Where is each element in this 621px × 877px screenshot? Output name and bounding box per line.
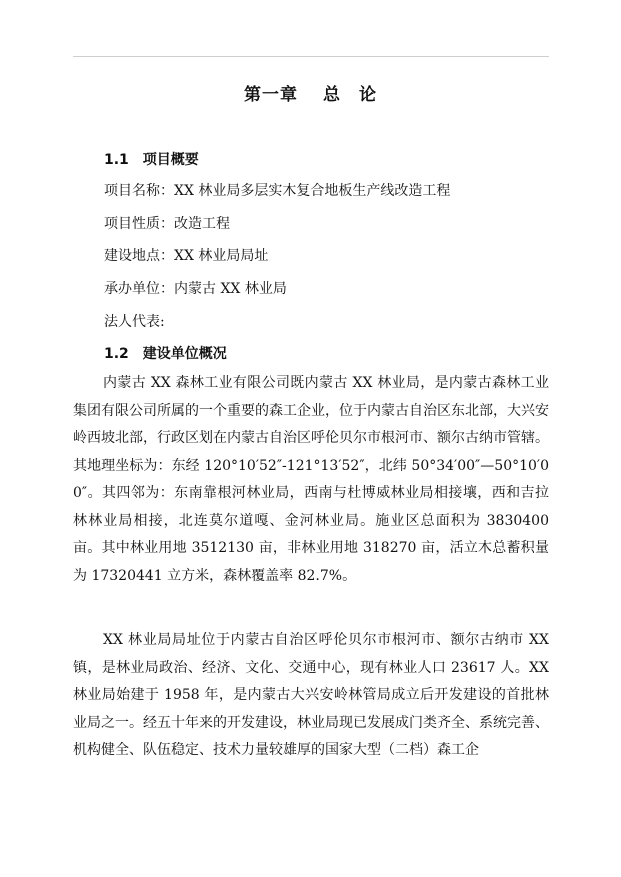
legal-representative-line: 法人代表: (104, 314, 165, 330)
section-heading-1-2: 1.2 建设单位概况 (104, 346, 227, 362)
project-name-line: 项目名称：XX 林业局多层实木复合地板生产线改造工程 (104, 183, 451, 199)
section-heading-1-1: 1.1 项目概要 (104, 152, 199, 168)
project-location-line: 建设地点：XX 林业局局址 (104, 248, 269, 264)
header-rule (73, 56, 549, 57)
paragraph-bureau-location: XX 林业局局址位于内蒙古自治区呼伦贝尔市根河市、额尔古纳市 XX 镇，是林业局政治、经济、文化、交通中心，现有林业人口 23617 人。XX 林业局始建于 1958 年，是内蒙古大兴安岭林管局成立后开发建设的首批林业局之一。经五十年来的开发建设，林业局现已发展成门类齐全、系统完善、机构健全、队伍稳定、技术力量较雄厚的国家大型（二档）森工企 (73, 632, 549, 758)
project-nature-line: 项目性质：改造工程 (104, 216, 230, 232)
project-undertaker-line: 承办单位：内蒙古 XX 林业局 (104, 281, 287, 297)
chapter-title: 第一章 总 论 (244, 85, 377, 105)
paragraph-company-overview: 内蒙古 XX 森林工业有限公司既内蒙古 XX 林业局，是内蒙古森林工业集团有限公司所属的一个重要的森工企业，位于内蒙古自治区东北部，大兴安岭西坡北部，行政区划在内蒙古自治区呼伦贝尔市根河市、额尔古纳市管辖。其地理坐标为：东经 120°10′52″-121°13′52″，北纬 50°34′00″—50°10′00″。其四邻为：东南靠根河林业局，西南与杜博威林业局相接壤，西和吉拉林林业局相接，北连莫尔道嘎、金河林业局。施业区总面积为 3830400 亩。其中林业用地 3512130 亩，非林业用地 318270 亩，活立木总蓄积量为 17320441 立方米，森林覆盖率 82.7%。 (73, 375, 549, 584)
